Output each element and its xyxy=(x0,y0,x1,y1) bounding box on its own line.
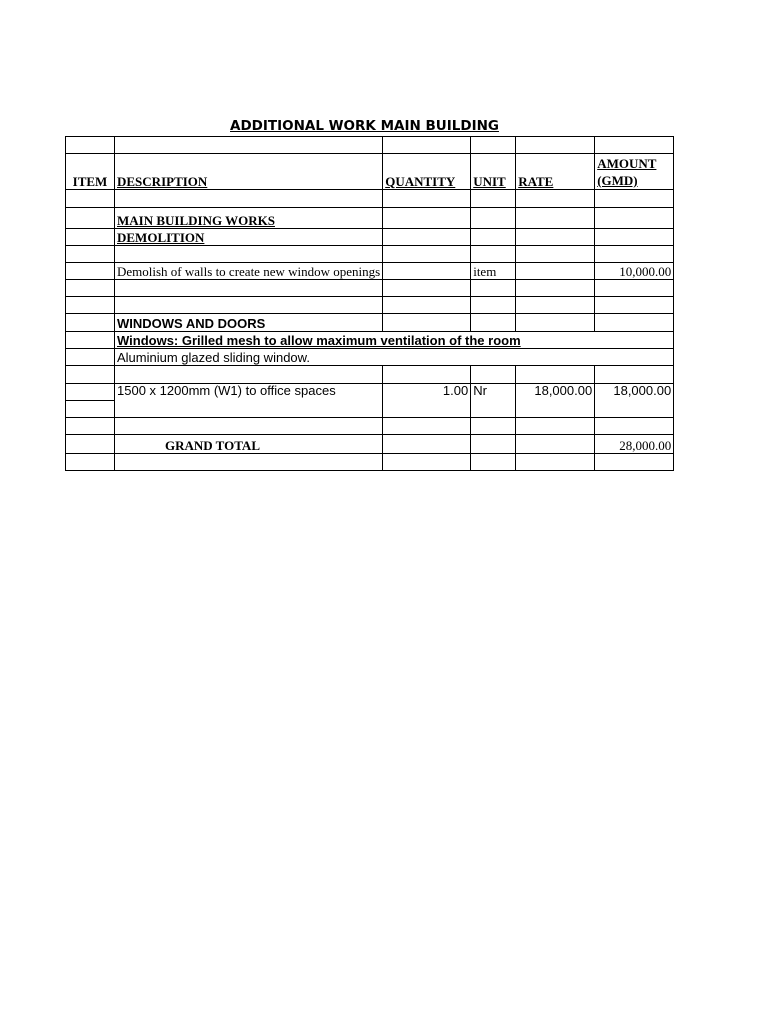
table-row xyxy=(66,454,674,471)
section-row xyxy=(66,314,674,332)
table-row xyxy=(66,137,674,154)
header-row xyxy=(66,154,674,190)
item-quantity xyxy=(383,263,471,280)
table-row xyxy=(66,246,674,263)
subsection-demolition: DEMOLITION xyxy=(115,229,383,246)
grand-total-amount: 28,000.00 xyxy=(595,435,674,454)
grand-total-label: GRAND TOTAL xyxy=(115,435,383,454)
subsection-row xyxy=(66,229,674,246)
section-main-building-works: MAIN BUILDING WORKS xyxy=(115,208,383,229)
header-amount-line2: (GMD) xyxy=(597,173,638,188)
item-rate: 18,000.00 xyxy=(516,384,595,418)
item-quantity: 1.00 xyxy=(383,384,471,418)
section-row xyxy=(66,208,674,229)
line-item-row xyxy=(66,384,674,401)
subsection-row xyxy=(66,349,674,366)
item-amount: 18,000.00 xyxy=(595,384,674,418)
header-amount xyxy=(595,154,674,190)
table-row xyxy=(66,280,674,297)
window-type: Aluminium glazed sliding window. xyxy=(115,349,674,366)
line-item-row xyxy=(66,263,674,280)
header-item: ITEM xyxy=(66,154,115,190)
header-description: DESCRIPTION xyxy=(115,154,383,190)
item-description: 1500 x 1200mm (W1) to office spaces xyxy=(115,384,383,418)
table-row xyxy=(66,297,674,314)
document-title: ADDITIONAL WORK MAIN BUILDING xyxy=(230,118,499,134)
header-rate: RATE xyxy=(516,154,595,190)
item-rate xyxy=(516,263,595,280)
table-row xyxy=(66,418,674,435)
item-description: Demolish of walls to create new window openings xyxy=(115,263,383,280)
subsection-row xyxy=(66,332,674,349)
item-unit: Nr xyxy=(471,384,516,418)
bill-of-quantities-table xyxy=(65,136,674,471)
header-quantity: QUANTITY xyxy=(383,154,471,190)
grand-total-row xyxy=(66,435,674,454)
windows-note: Windows: Grilled mesh to allow maximum ventilation of the room xyxy=(115,332,674,349)
header-unit: UNIT xyxy=(471,154,516,190)
table-row xyxy=(66,190,674,208)
item-amount: 10,000.00 xyxy=(595,263,674,280)
section-windows-and-doors: WINDOWS AND DOORS xyxy=(115,314,383,332)
header-amount-line1: AMOUNT xyxy=(597,156,657,171)
table-row xyxy=(66,366,674,384)
item-unit: item xyxy=(471,263,516,280)
